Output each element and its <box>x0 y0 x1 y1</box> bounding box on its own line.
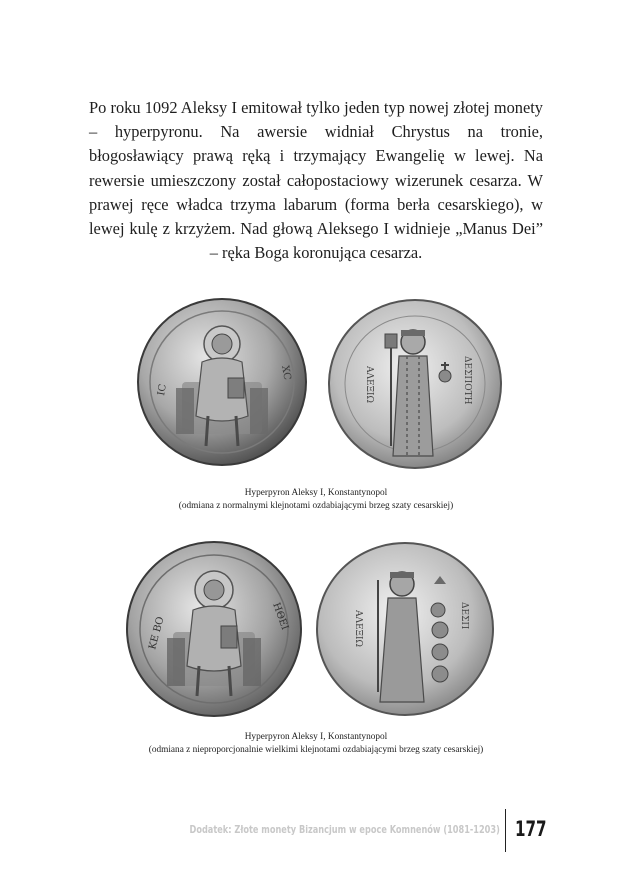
svg-text:XC: XC <box>279 364 293 381</box>
figure-1-caption-title: Hyperpyron Aleksy I, Konstantynopol <box>244 488 388 498</box>
figure-2-caption-note: (odmiana z nieproporcjonalnie wielkimi klejnotami ozdabiającymi brzeg szaty cesarskiej) <box>148 745 484 755</box>
paragraph-line-5: labarum (forma berła cesarskiego), w lewej kulę z krzyżem. Nad głową <box>89 194 543 239</box>
coin-1-obverse-image <box>136 296 308 468</box>
figure-1-caption <box>60 487 572 513</box>
body-paragraph <box>89 96 543 265</box>
svg-text:ΗΘΕΙ: ΗΘΕΙ <box>270 601 291 632</box>
svg-text:ΑΛΕΞΙΩ: ΑΛΕΞΙΩ <box>353 610 363 647</box>
figure-2-caption <box>60 731 572 757</box>
paragraph-line-2: – hyperpyronu. Na awersie widniał Chrystus na tronie, błogosławiący <box>89 122 543 166</box>
paragraph-line-1: Po roku 1092 Aleksy I emitował tylko jeden typ nowej złotej monety <box>89 98 543 117</box>
coin-2-obverse-image <box>125 540 303 718</box>
svg-text:IC: IC <box>156 383 169 397</box>
svg-text:ΚΕ ΒΟ: ΚΕ ΒΟ <box>147 615 167 651</box>
svg-text:ΑΛΕΞΙΩ: ΑΛΕΞΙΩ <box>364 366 374 403</box>
figure-1-caption-note: (odmiana z normalnymi klejnotami ozdabiającymi brzeg szaty cesarskiej) <box>178 501 454 511</box>
svg-text:ΔΕΣΠ: ΔΕΣΠ <box>459 602 469 630</box>
paragraph-line-4: został całopostaciowy wizerunek cesarza. W prawej ręce władca trzyma <box>89 170 544 214</box>
page-number: 177 <box>515 817 547 841</box>
svg-text:ΔΕΣΠΟΤΗ: ΔΕΣΠΟΤΗ <box>462 356 472 405</box>
running-footer-title: Dodatek: Złote monety Bizancjum w epoce Komnenów (1081-1203) <box>189 824 500 836</box>
paragraph-line-6: Aleksego I widnieje „Manus Dei” – ręka Boga koronująca cesarza. <box>209 219 543 263</box>
footer-divider <box>505 809 506 852</box>
coin-2-reverse-image <box>316 540 494 718</box>
figure-2-caption-title: Hyperpyron Aleksy I, Konstantynopol <box>244 732 388 742</box>
coin-1-reverse-image <box>327 296 503 472</box>
paragraph-line-3: prawą ręką i trzymający Ewangelię w lewej. Na rewersie umieszczony <box>89 146 543 190</box>
